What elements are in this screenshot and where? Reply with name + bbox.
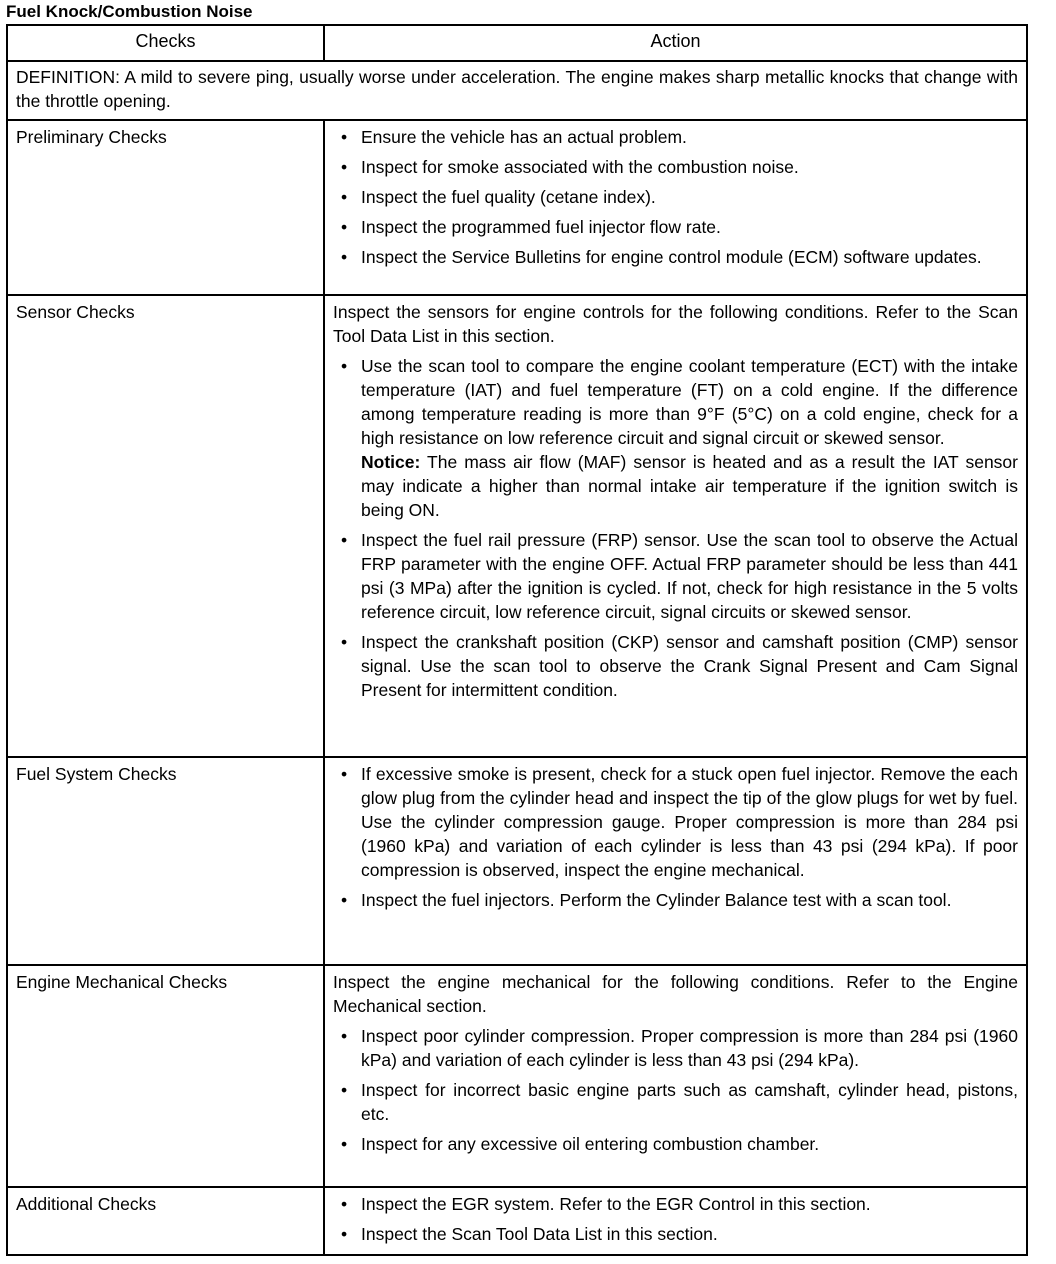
list-item: • Inspect the EGR system. Refer to the EGR Control in this section. (341, 1194, 871, 1214)
check-label: Fuel System Checks (7, 757, 324, 965)
list-item: • Inspect the programmed fuel injector flow rate. (341, 217, 721, 237)
table-row (7, 120, 1027, 295)
list-item: • Inspect poor cylinder compression. Proper compression is more than 284 psi (1960 kPa) and variation of each cylinder is less than 43 psi (294 kPa). (341, 1026, 1018, 1070)
bullet-icon: • (341, 764, 348, 784)
list-item: • If excessive smoke is present, check for a stuck open fuel injector. Remove the each glow plug from the cylinder head and inspect the tip of the glow plugs for wet by fuel. Use the cylinder compression gauge. Proper compression is more than 284 psi (1960 kPa) and variation of each cylinder is less than 43 psi (294 kPa). If poor compression is observed, inspect the engine mechanical. (341, 764, 1018, 880)
action-list (333, 1192, 1018, 1246)
list-item: • Inspect for smoke associated with the combustion noise. (341, 157, 799, 177)
list-item: • Inspect the fuel rail pressure (FRP) sensor. Use the scan tool to observe the Actual FRP parameter with the engine OFF. Actual FRP parameter should be less than 441 psi (3 MPa) after the ignition is cycled. If not, check for high resistance in the 5 volts reference circuit, low reference circuit, signal circuits or skewed sensor. (341, 530, 1018, 622)
bullet-icon: • (341, 217, 348, 237)
header-checks: Checks (7, 25, 324, 61)
action-cell (324, 120, 1027, 295)
list-item: • Use the scan tool to compare the engine coolant temperature (ECT) with the intake temperature (IAT) and fuel temperature (FT) on a cold engine. If the difference among temperature reading is more than 9°F (5°C) on a cold engine, check for a high resistance on low reference circuit and signal circuit or skewed sensor. Notice: The mass air flow (MAF) sensor is heated and as a result the IAT sensor may indicate a higher than normal intake air temperature if the ignition switch is being ON. (341, 356, 1018, 520)
bullet-icon: • (341, 890, 348, 910)
list-item: • Inspect the Service Bulletins for engine control module (ECM) software updates. (341, 247, 982, 267)
bullet-icon: • (341, 356, 348, 376)
action-intro: Inspect the engine mechanical for the following conditions. Refer to the Engine Mechanical section. (333, 972, 1018, 1016)
check-label: Additional Checks (7, 1187, 324, 1255)
table-row (7, 965, 1027, 1187)
action-list (333, 762, 1018, 912)
action-cell (324, 1187, 1027, 1255)
bullet-icon: • (341, 187, 348, 207)
definition-text: DEFINITION: A mild to severe ping, usually worse under acceleration. The engine makes sharp metallic knocks that change with the throttle opening. (7, 61, 1027, 120)
check-label: Engine Mechanical Checks (7, 965, 324, 1187)
list-item: • Inspect for any excessive oil entering combustion chamber. (341, 1134, 820, 1154)
table-row (7, 295, 1027, 757)
table-header-row (7, 25, 1027, 61)
check-label: Preliminary Checks (7, 120, 324, 295)
action-list (333, 125, 1018, 269)
list-item: • Inspect the crankshaft position (CKP) sensor and camshaft position (CMP) sensor signal. Use the scan tool to observe the Crank Signal Present and Cam Signal Present for intermittent condition. (341, 632, 1018, 700)
list-item: • Inspect for incorrect basic engine parts such as camshaft, cylinder head, pistons, etc. (341, 1080, 1018, 1124)
action-intro: Inspect the sensors for engine controls for the following conditions. Refer to the Scan Tool Data List in this section. (333, 302, 1018, 346)
header-action: Action (324, 25, 1027, 61)
list-item: • Inspect the fuel quality (cetane index). (341, 187, 656, 207)
notice (361, 452, 1018, 520)
bullet-icon: • (341, 1080, 348, 1100)
notice-label: Notice: (361, 452, 421, 472)
action-list (333, 1024, 1018, 1156)
list-item: • Inspect the Scan Tool Data List in this section. (341, 1224, 718, 1244)
action-cell (324, 295, 1027, 757)
list-item: • Ensure the vehicle has an actual problem. (341, 127, 687, 147)
bullet-icon: • (341, 1194, 348, 1214)
action-cell (324, 757, 1027, 965)
table-row (7, 757, 1027, 965)
bullet-icon: • (341, 127, 348, 147)
action-cell (324, 965, 1027, 1187)
bullet-icon: • (341, 530, 348, 550)
list-item: • Inspect the fuel injectors. Perform the Cylinder Balance test with a scan tool. (341, 890, 952, 910)
table-row (7, 1187, 1027, 1255)
definition-row (7, 61, 1027, 120)
notice-text: The mass air flow (MAF) sensor is heated and as a result the IAT sensor may indicate a higher than normal intake air temperature if the ignition switch is being ON. (361, 452, 1018, 520)
bullet-icon: • (341, 1224, 348, 1244)
bullet-icon: • (341, 1134, 348, 1154)
bullet-icon: • (341, 247, 348, 267)
document-title: Fuel Knock/Combustion Noise (6, 2, 253, 21)
action-list (333, 354, 1018, 702)
bullet-icon: • (341, 632, 348, 652)
bullet-icon: • (341, 157, 348, 177)
check-label: Sensor Checks (7, 295, 324, 757)
bullet-icon: • (341, 1026, 348, 1046)
diagnostic-table (6, 24, 1028, 1256)
